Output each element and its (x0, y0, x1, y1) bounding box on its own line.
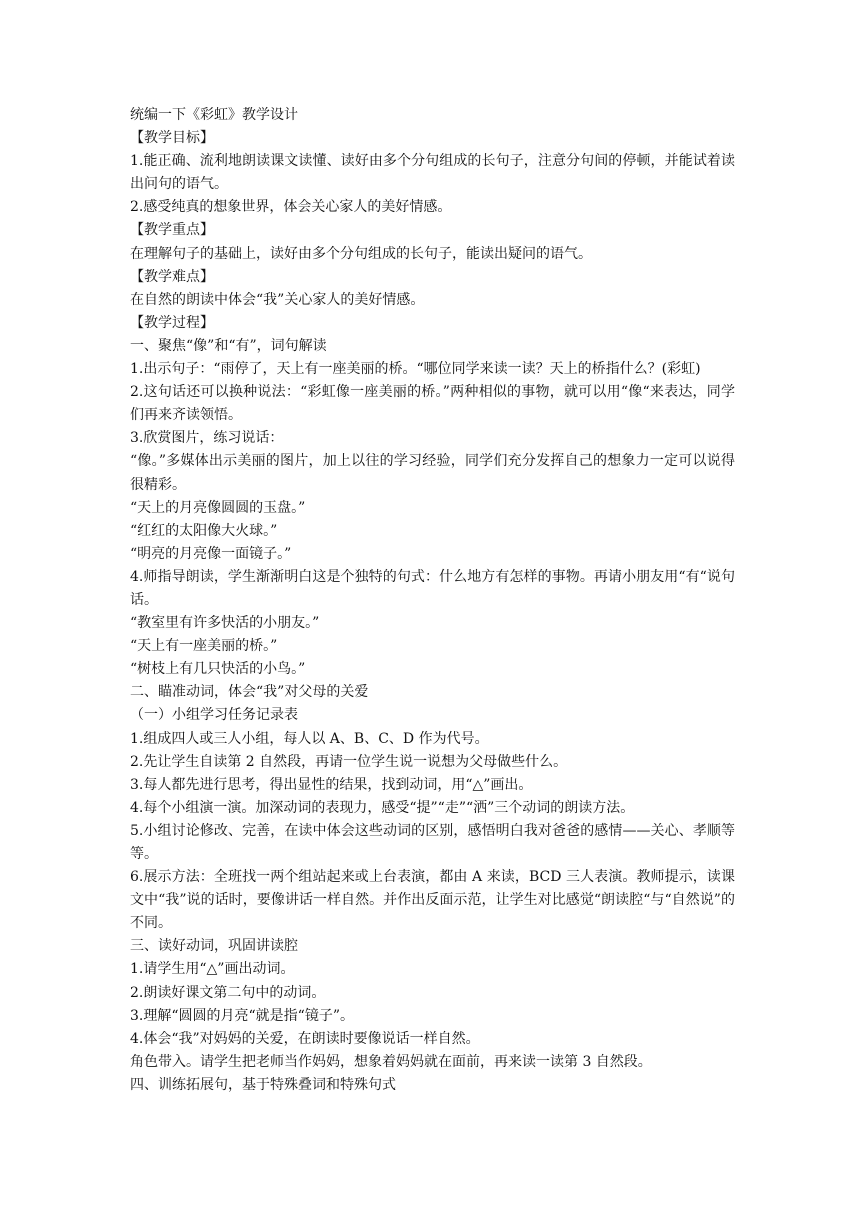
example-sentence: “树枝上有几只快活的小鸟。” (130, 661, 306, 678)
paragraph: 角色带入。请学生把老师当作妈妈，想象着妈妈就在面前，再来读一读第 3 自然段。 (130, 1053, 652, 1070)
document-title: 统编一下《彩虹》教学设计 (130, 107, 298, 123)
paragraph: 1.组成四人或三人小组，每人以 A、B、C、D 作为代号。 (130, 730, 489, 747)
paragraph: 在理解句子的基础上，读好由多个分句组成的长句子，能读出疑问的语气。 (130, 245, 592, 262)
paragraph: 3.每人都先进行思考，得出显性的结果，找到动词，用“△”画出。 (130, 776, 533, 793)
subsection-heading: 三、读好动词，巩固讲读腔 (130, 938, 298, 955)
section-heading-objectives: 【教学目标】 (130, 130, 214, 147)
paragraph: 2.朗读好课文第二句中的动词。 (130, 984, 326, 1001)
section-heading-difficulties: 【教学难点】 (130, 268, 214, 285)
paragraph: 4.每个小组演一演。加深动词的表现力，感受“提”“走”“洒”三个动词的朗读方法。 (130, 799, 635, 816)
example-sentence: “红红的太阳像大火球。” (130, 522, 278, 539)
paragraph: 3.理解“圆圆的月亮“就是指“镜子”。 (130, 1007, 354, 1024)
subsection-heading: （一）小组学习任务记录表 (130, 707, 298, 724)
example-sentence: “教室里有许多快活的小朋友。” (130, 615, 320, 632)
paragraph: 1.能正确、流利地朗读课文读懂、读好由多个分句组成的长句子，注意分句间的停顿，并能试着读出问句的语气。 (130, 153, 735, 193)
example-sentence: “天上有一座美丽的桥。” (130, 638, 278, 655)
example-sentence: “明亮的月亮像一面镜子。” (130, 545, 292, 562)
paragraph: 4.体会“我”对妈妈的关爱，在朗读时要像说话一样自然。 (130, 1030, 480, 1047)
paragraph: 3.欣赏图片，练习说话： (130, 430, 284, 447)
subsection-heading: 一、聚焦“像”和“有”，词句解读 (130, 337, 327, 354)
paragraph: 2.这句话还可以换种说法：“彩虹像一座美丽的桥。”两种相似的事物，就可以用“像“来表达，同学们再来齐读领悟。 (130, 384, 735, 424)
paragraph: 2.先让学生自读第 2 自然段，再请一位学生说一说想为父母做些什么。 (130, 753, 568, 770)
document-body (130, 104, 735, 1097)
paragraph: 6.展示方法：全班找一两个组站起来或上台表演，都由 A 来读，BCD 三人表演。教师提示，读课文中“我”说的话时，要像讲话一样自然。并作出反面示范，让学生对比感觉“朗读腔“与“自然说”的不同。 (130, 869, 735, 932)
paragraph: 1.请学生用“△”画出动词。 (130, 961, 295, 978)
paragraph: 1.出示句子：“雨停了，天上有一座美丽的桥。“哪位同学来读一读？天上的桥指什么？(彩虹) (130, 361, 701, 378)
subsection-heading: 四、训练拓展句，基于特殊叠词和特殊句式 (130, 1076, 396, 1093)
paragraph: 5.小组讨论修改、完善，在读中体会这些动词的区别，感悟明白我对爸爸的感情——关心、孝顺等等。 (130, 822, 735, 862)
paragraph: 在自然的朗读中体会“我”关心家人的美好情感。 (130, 291, 425, 308)
section-heading-key-points: 【教学重点】 (130, 222, 214, 239)
paragraph: 2.感受纯真的想象世界，体会关心家人的美好情感。 (130, 199, 452, 216)
subsection-heading: 二、瞄准动词，体会“我”对父母的关爱 (130, 684, 369, 701)
paragraph: “像。”多媒体出示美丽的图片，加上以往的学习经验，同学们充分发挥自己的想象力一定可以说得很精彩。 (130, 453, 735, 493)
section-heading-process: 【教学过程】 (130, 314, 214, 331)
paragraph: 4.师指导朗读，学生渐渐明白这是个独特的句式：什么地方有怎样的事物。再请小朋友用“有“说句话。 (130, 568, 735, 608)
example-sentence: “天上的月亮像圆圆的玉盘。” (130, 499, 306, 516)
